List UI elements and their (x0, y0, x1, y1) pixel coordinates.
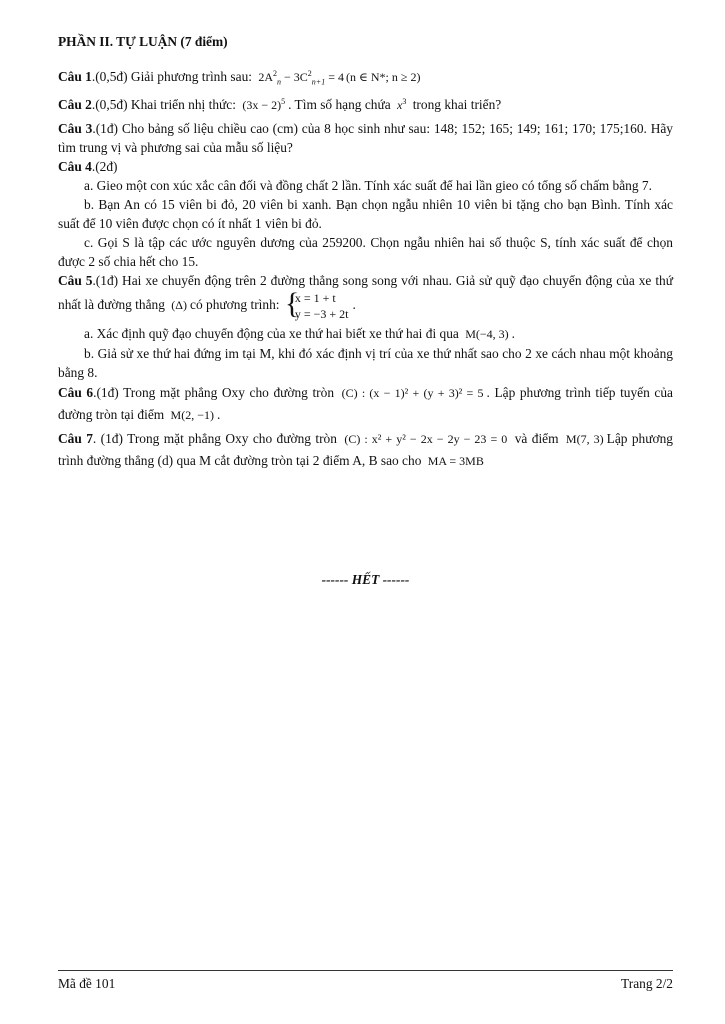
section-title: PHẦN II. TỰ LUẬN (7 điểm) (58, 34, 228, 49)
question-5-text: có phương trình: (190, 297, 283, 313)
question-4-label: Câu 4 (58, 159, 92, 174)
question-5-label: Câu 5 (58, 273, 93, 288)
math-binomial: (3x − 2) (242, 98, 282, 112)
math-circle: (C) : (x − 1)² + (y + 3)² = 5 (341, 386, 484, 400)
question-1 (58, 67, 673, 87)
math-sub: n (277, 77, 282, 87)
question-6-text: . Lập phương trình tiếp tuyến của đường tròn tại điểm (58, 385, 673, 422)
question-4-points: .(2đ) (91, 159, 118, 174)
math-point-m: M(−4, 3) (465, 327, 509, 341)
math-line-delta: (Δ) (171, 298, 188, 313)
question-5 (58, 271, 673, 322)
math-combination: − 3C (281, 70, 308, 84)
math-sub: n+1 (311, 77, 326, 87)
system-line-2: y = −3 + 2t (294, 307, 349, 321)
question-3-label: Câu 3 (58, 121, 93, 136)
exam-code: Mã đề 101 (58, 976, 116, 991)
math-rhs: = 4 (325, 70, 344, 84)
question-1-label: Câu 1 (58, 69, 92, 84)
question-2-binomial (242, 98, 285, 112)
math-sup: 2 (307, 69, 312, 78)
question-2-text: .(0,5đ) Khai triển nhị thức: (91, 97, 240, 112)
question-5a-text: . (511, 326, 515, 341)
question-6-text: .(1đ) Trong mặt phẳng Oxy cho đường tròn (93, 385, 339, 400)
question-5b: b. Giả sử xe thứ hai đứng im tại M, khi đó xác định vị trí của xe thứ nhất sao cho 2 xe cách nhau một khoảng bằng 8. (58, 346, 673, 380)
question-7 (58, 428, 673, 472)
question-6-text: . (216, 407, 221, 422)
question-7-label: Câu 7 (58, 431, 93, 446)
math-point-m: M(2, −1) (170, 408, 214, 422)
system-line-1: { x = 1 + t (294, 291, 336, 305)
math-circle: (C) : x² + y² − 2x − 2y − 23 = 0 (344, 432, 508, 446)
equation-system (287, 290, 349, 322)
question-2 (58, 95, 673, 115)
math-variable: x (397, 98, 403, 112)
question-7-text: Lập phương trình đường thẳng (d) qua M cắt đường tròn tại 2 điểm A, B sao cho (58, 431, 673, 468)
question-2-text: . Tìm số hạng chứa (288, 97, 395, 112)
question-1-points: .(0,5đ) Giải phương trình sau: (91, 69, 256, 84)
math-sup: 2 (273, 69, 278, 78)
footer-divider (58, 970, 673, 971)
question-3-text: .(1đ) Cho bảng số liệu chiều cao (cm) của 8 học sinh như sau: 148; 152; 165; 149; 161; 170; 175;160. Hãy tìm trung vị và phương sai của mẫu số liệu? (58, 121, 673, 155)
question-6-label: Câu 6 (58, 385, 94, 400)
end-mark: ------ HẾT ------ (321, 572, 410, 587)
question-3 (58, 119, 673, 157)
question-5-text: . (352, 297, 356, 313)
question-6 (58, 382, 673, 426)
question-5a (58, 324, 673, 344)
question-1-equation (258, 69, 421, 87)
math-condition: (n ∈ N*; n ≥ 2) (345, 70, 421, 84)
question-2-text: trong khai triển? (409, 97, 502, 112)
question-4c: c. Gọi S là tập các ước nguyên dương của 259200. Chọn ngẫu nhiên hai số thuộc S, tính xác suất để chọn được 2 số chia hết cho 15. (58, 235, 673, 269)
math-arrangement: 2A (258, 70, 274, 84)
question-4 (58, 157, 673, 176)
question-7-text: và điểm (510, 431, 563, 446)
exam-page (58, 32, 673, 587)
math-ratio: MA = 3MB (427, 454, 484, 468)
page-number: Trang 2/2 (621, 976, 673, 991)
question-4a: a. Gieo một con xúc xắc cân đối và đồng chất 2 lần. Tính xác suất để hai lần gieo có tổng số chấm bằng 7. (84, 178, 652, 193)
question-5a-text: a. Xác định quỹ đạo chuyển động của xe thứ hai biết xe thứ hai đi qua (84, 326, 463, 341)
math-exponent: 5 (281, 97, 286, 106)
math-point-m: M(7, 3) (565, 432, 604, 446)
question-5-text: .(1đ) Hai xe chuyển động trên 2 đường thẳng song song với nhau. Giả sử quỹ đạo chuyển động của xe thứ nhất là đường thẳng (58, 273, 673, 313)
question-7-text: . (1đ) Trong mặt phẳng Oxy cho đường tròn (92, 431, 342, 446)
math-exponent: 3 (402, 97, 407, 106)
question-2-label: Câu 2 (58, 97, 92, 112)
question-4b: b. Bạn An có 15 viên bi đỏ, 20 viên bi xanh. Bạn chọn ngẫu nhiên 10 viên bi tặng cho bạn Bình. Tính xác suất để 10 viên được chọn có ít nhất 1 viên bi đỏ. (58, 197, 673, 231)
page-footer (58, 974, 673, 993)
question-2-term (397, 98, 406, 112)
